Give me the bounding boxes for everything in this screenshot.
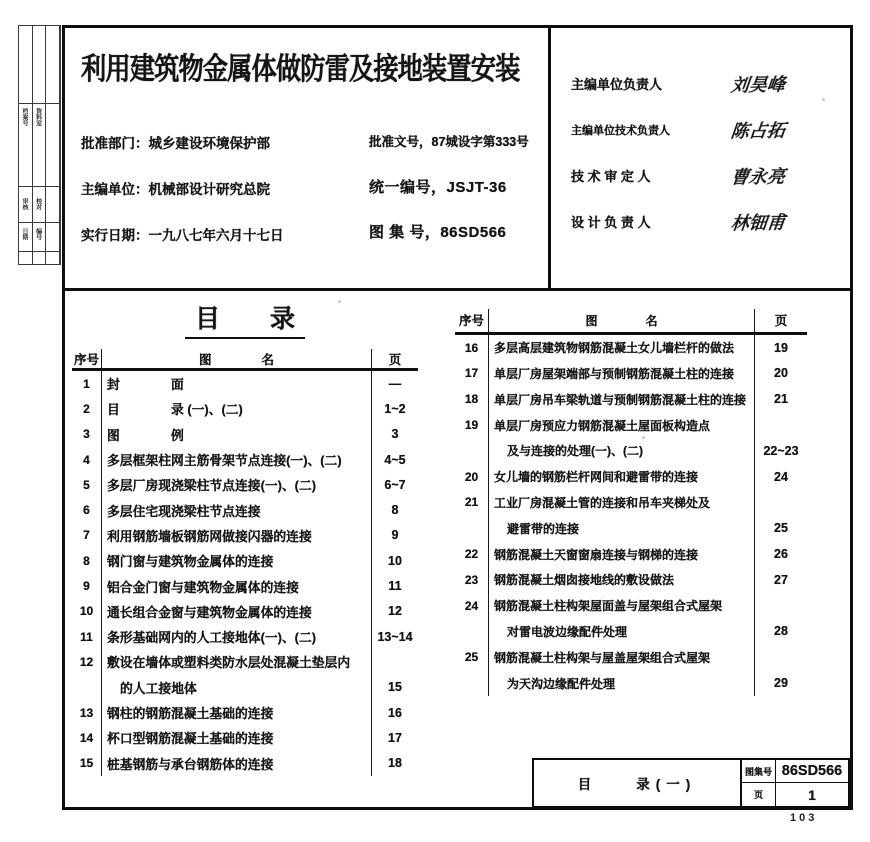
binding-strip-divider: [19, 251, 60, 252]
toc-entry-page: 3: [391, 427, 399, 442]
signature-row: [571, 116, 850, 143]
toc-entry-page: 20: [774, 366, 788, 381]
toc-entry-title: 单层厂房吊车梁轨道与预制钢筋混凝土柱的连接: [489, 386, 755, 412]
toc-entry-no: 20: [455, 464, 489, 490]
toc-entry-title: 单层厂房屋架端部与预制钢筋混凝土柱的连接: [489, 361, 755, 387]
signature-row: [571, 208, 850, 235]
toc-left-column: [72, 291, 418, 776]
toc-entry-page: 12: [388, 604, 402, 619]
footer-grid: [742, 760, 848, 806]
toc-entry-page: 13~14: [377, 629, 413, 644]
footer-title-box: [532, 758, 850, 808]
toc-entry-no: 14: [72, 725, 102, 750]
toc-entry-no: 9: [72, 573, 102, 598]
toc-entry-no: [72, 675, 102, 700]
toc-entry-no: 16: [455, 335, 489, 361]
toc-entry-no: 22: [455, 541, 489, 567]
toc-entry-title: 女儿墙的钢筋栏杆网间和避雷带的连接: [489, 464, 755, 490]
toc-entry-page: 29: [774, 676, 788, 691]
toc-entry-no: 12: [72, 649, 102, 674]
effective-date-line: 实行日期：一九八七年六月十七日: [81, 228, 284, 243]
toc-entry-title: 为天沟边缘配件处理: [489, 670, 755, 696]
toc-entry-title: 钢门窗与建筑物金属体的连接: [102, 548, 372, 573]
toc-entry-no: 1: [72, 371, 102, 396]
toc-entry-title: 单层厂房预应力钢筋混凝土屋面板构造点: [489, 412, 755, 438]
toc-entry-title: 钢筋混凝土天窗窗扇连接与钢梯的连接: [489, 541, 755, 567]
toc-entry-page: [755, 593, 807, 619]
toc-entry-no: 11: [72, 624, 102, 649]
signature-handwritten-name: 刘昊峰: [729, 74, 787, 96]
binding-strip-text: 资料室: [34, 108, 41, 126]
header-section: [65, 28, 850, 291]
toc-entry-page: [755, 644, 807, 670]
atlas-no-line: 图 集 号，86SD566: [369, 224, 507, 241]
toc-entry-page: 26: [774, 547, 788, 562]
toc-section: [65, 291, 850, 810]
toc-entry-title: 多层厂房现浇梁柱节点连接(一)、(二): [102, 472, 372, 497]
toc-entry-page: 10: [388, 553, 402, 568]
toc-entry-page: [372, 649, 418, 674]
scan-speck: [338, 300, 341, 303]
toc-entry-page: 15: [388, 680, 402, 695]
toc-col-header-page: 页: [372, 349, 418, 371]
toc-entry-title: 多层高层建筑物钢筋混凝土女儿墙栏杆的做法: [489, 335, 755, 361]
toc-entry-title: 钢柱的钢筋混凝土基础的连接: [102, 700, 372, 725]
toc-entry-page: 16: [388, 705, 402, 720]
publication-info-right: [369, 132, 544, 270]
document-title: 利用建筑物金属体做防雷及接地装置安装: [81, 53, 520, 86]
page-value: 1: [808, 786, 816, 803]
signature-label: 技 术 审 定 人: [571, 169, 651, 184]
toc-entry-title: 避雷带的连接: [489, 515, 755, 541]
toc-entry-title: 图 例: [102, 422, 372, 447]
toc-entry-title: 杯口型钢筋混凝土基础的连接: [102, 725, 372, 750]
binding-strip-text: 校对: [34, 198, 41, 210]
toc-entry-title: 工业厂房混凝土管的连接和吊车夹梯处及: [489, 490, 755, 516]
toc-entry-page: 25: [774, 521, 788, 536]
toc-entry-page: 11: [388, 579, 402, 594]
toc-entry-page: [755, 490, 807, 516]
toc-entry-title: 的人工接地体: [102, 675, 372, 700]
toc-entry-page: 17: [388, 730, 402, 745]
toc-entry-page: 6~7: [384, 477, 406, 492]
signature-handwritten-name: 陈占拓: [729, 120, 787, 142]
binding-strip-col: [33, 26, 47, 264]
toc-entry-page: 9: [391, 528, 399, 543]
signature-handwritten-name: 曹永亮: [729, 166, 787, 188]
toc-entry-no: [455, 515, 489, 541]
unified-no-line: 统一编号，JSJT-36: [369, 179, 507, 196]
toc-entry-page: 22~23: [763, 443, 799, 458]
scan-speck: [642, 436, 645, 439]
publication-info: [81, 132, 544, 270]
toc-entry-no: 6: [72, 497, 102, 522]
main-frame: [62, 25, 853, 810]
approval-doc-no-line: 批准文号，87城设字第333号: [369, 135, 529, 149]
toc-col-header-page: 页: [755, 309, 807, 335]
toc-entry-page: 8: [391, 503, 399, 518]
toc-entry-no: 18: [455, 386, 489, 412]
toc-col-header-no: 序号: [72, 349, 102, 371]
toc-entry-page: 27: [774, 572, 788, 587]
toc-entry-no: 8: [72, 548, 102, 573]
toc-entry-title: 通长组合金窗与建筑物金属体的连接: [102, 599, 372, 624]
toc-col-header-name: 图 名: [102, 349, 372, 371]
toc-entry-no: 15: [72, 750, 102, 775]
toc-entry-no: 3: [72, 422, 102, 447]
toc-entry-no: [455, 438, 489, 464]
toc-right-column: [455, 309, 807, 696]
toc-entry-title: 多层框架柱网主筋骨架节点连接(一)、(二): [102, 447, 372, 472]
toc-entry-no: 21: [455, 490, 489, 516]
sheet-title: 目 录(一): [534, 760, 742, 806]
toc-entry-title: 钢筋混凝土柱构架与屋盖屋架组合式屋架: [489, 644, 755, 670]
toc-entry-title: 钢筋混凝土烟囱接地线的敷设做法: [489, 567, 755, 593]
signature-row: [571, 70, 850, 97]
toc-entry-no: 25: [455, 644, 489, 670]
toc-entry-title: 利用钢筋墙板钢筋网做接闪器的连接: [102, 523, 372, 548]
toc-entry-no: 2: [72, 396, 102, 421]
toc-entry-title: 敷设在墙体或塑料类防水层处混凝土垫层内: [102, 649, 372, 674]
signature-label: 设 计 负 责 人: [571, 215, 651, 230]
toc-entry-no: 4: [72, 447, 102, 472]
toc-heading: 目 录: [185, 299, 305, 339]
toc-entry-page: 4~5: [384, 452, 406, 467]
title-block: [65, 28, 551, 288]
toc-entry-no: 17: [455, 361, 489, 387]
atlas-no-value: 86SD566: [776, 760, 848, 783]
toc-entry-page: 19: [774, 340, 788, 355]
page-label: 页: [742, 783, 776, 806]
toc-entry-no: 10: [72, 599, 102, 624]
signature-label: 主编单位技术负责人: [571, 124, 670, 137]
toc-entry-no: 23: [455, 567, 489, 593]
binding-strip-text: 档案号: [21, 108, 27, 126]
chief-editor-unit-line: 主编单位：机械部设计研究总院: [81, 182, 270, 197]
toc-entry-page: —: [388, 376, 402, 391]
scan-speck: [822, 98, 825, 101]
signature-handwritten-name: 林钿甫: [729, 212, 787, 234]
approval-dept-line: 批准部门：城乡建设环境保护部: [81, 136, 270, 151]
binding-strip-col: [46, 26, 60, 264]
binding-strip-text: 编号: [34, 228, 41, 240]
toc-entry-page: 1~2: [384, 401, 406, 416]
toc-entry-title: 目 录 (一)、(二): [102, 396, 372, 421]
publication-info-left: [81, 132, 369, 270]
toc-entry-no: 7: [72, 523, 102, 548]
binding-strip-text: 日期: [21, 228, 27, 240]
toc-entry-page: 21: [774, 392, 788, 407]
binding-strip-divider: [19, 222, 60, 223]
signature-label: 主编单位负责人: [571, 77, 663, 92]
binding-strip-col: [19, 26, 33, 264]
toc-entry-title: 条形基础网内的人工接地体(一)、(二): [102, 624, 372, 649]
toc-entry-title: 钢筋混凝土柱构架屋面盖与屋架组合式屋架: [489, 593, 755, 619]
binding-strip-divider: [19, 186, 60, 187]
toc-entry-title: 桩基钢筋与承台钢筋体的连接: [102, 750, 372, 775]
toc-entry-no: [455, 670, 489, 696]
toc-entry-page: 18: [388, 756, 402, 771]
toc-entry-title: 对雷电波边缘配件处理: [489, 619, 755, 645]
atlas-no-label: 图集号: [742, 760, 776, 783]
binding-strip-divider: [19, 103, 60, 104]
toc-entry-title: 铝合金门窗与建筑物金属体的连接: [102, 573, 372, 598]
signature-row: [571, 162, 850, 189]
toc-entry-page: 28: [774, 624, 788, 639]
binding-strip: [18, 25, 61, 265]
toc-entry-title: 多层住宅现浇梁柱节点连接: [102, 497, 372, 522]
toc-col-header-no: 序号: [455, 309, 489, 335]
scan-sheet-number: 103: [790, 812, 818, 824]
toc-entry-page: 24: [774, 469, 788, 484]
toc-entry-no: [455, 619, 489, 645]
toc-entry-title: 及与连接的处理(一)、(二): [489, 438, 755, 464]
binding-strip-text: 审核: [21, 198, 27, 210]
signature-block: [551, 28, 850, 288]
toc-entry-title: 封 面: [102, 371, 372, 396]
toc-left-table: [72, 349, 418, 776]
toc-entry-no: 24: [455, 593, 489, 619]
toc-col-header-name: 图 名: [489, 309, 755, 335]
toc-entry-no: 13: [72, 700, 102, 725]
toc-entry-no: 5: [72, 472, 102, 497]
toc-right-table: [455, 309, 807, 696]
toc-entry-page: [755, 412, 807, 438]
toc-entry-no: 19: [455, 412, 489, 438]
